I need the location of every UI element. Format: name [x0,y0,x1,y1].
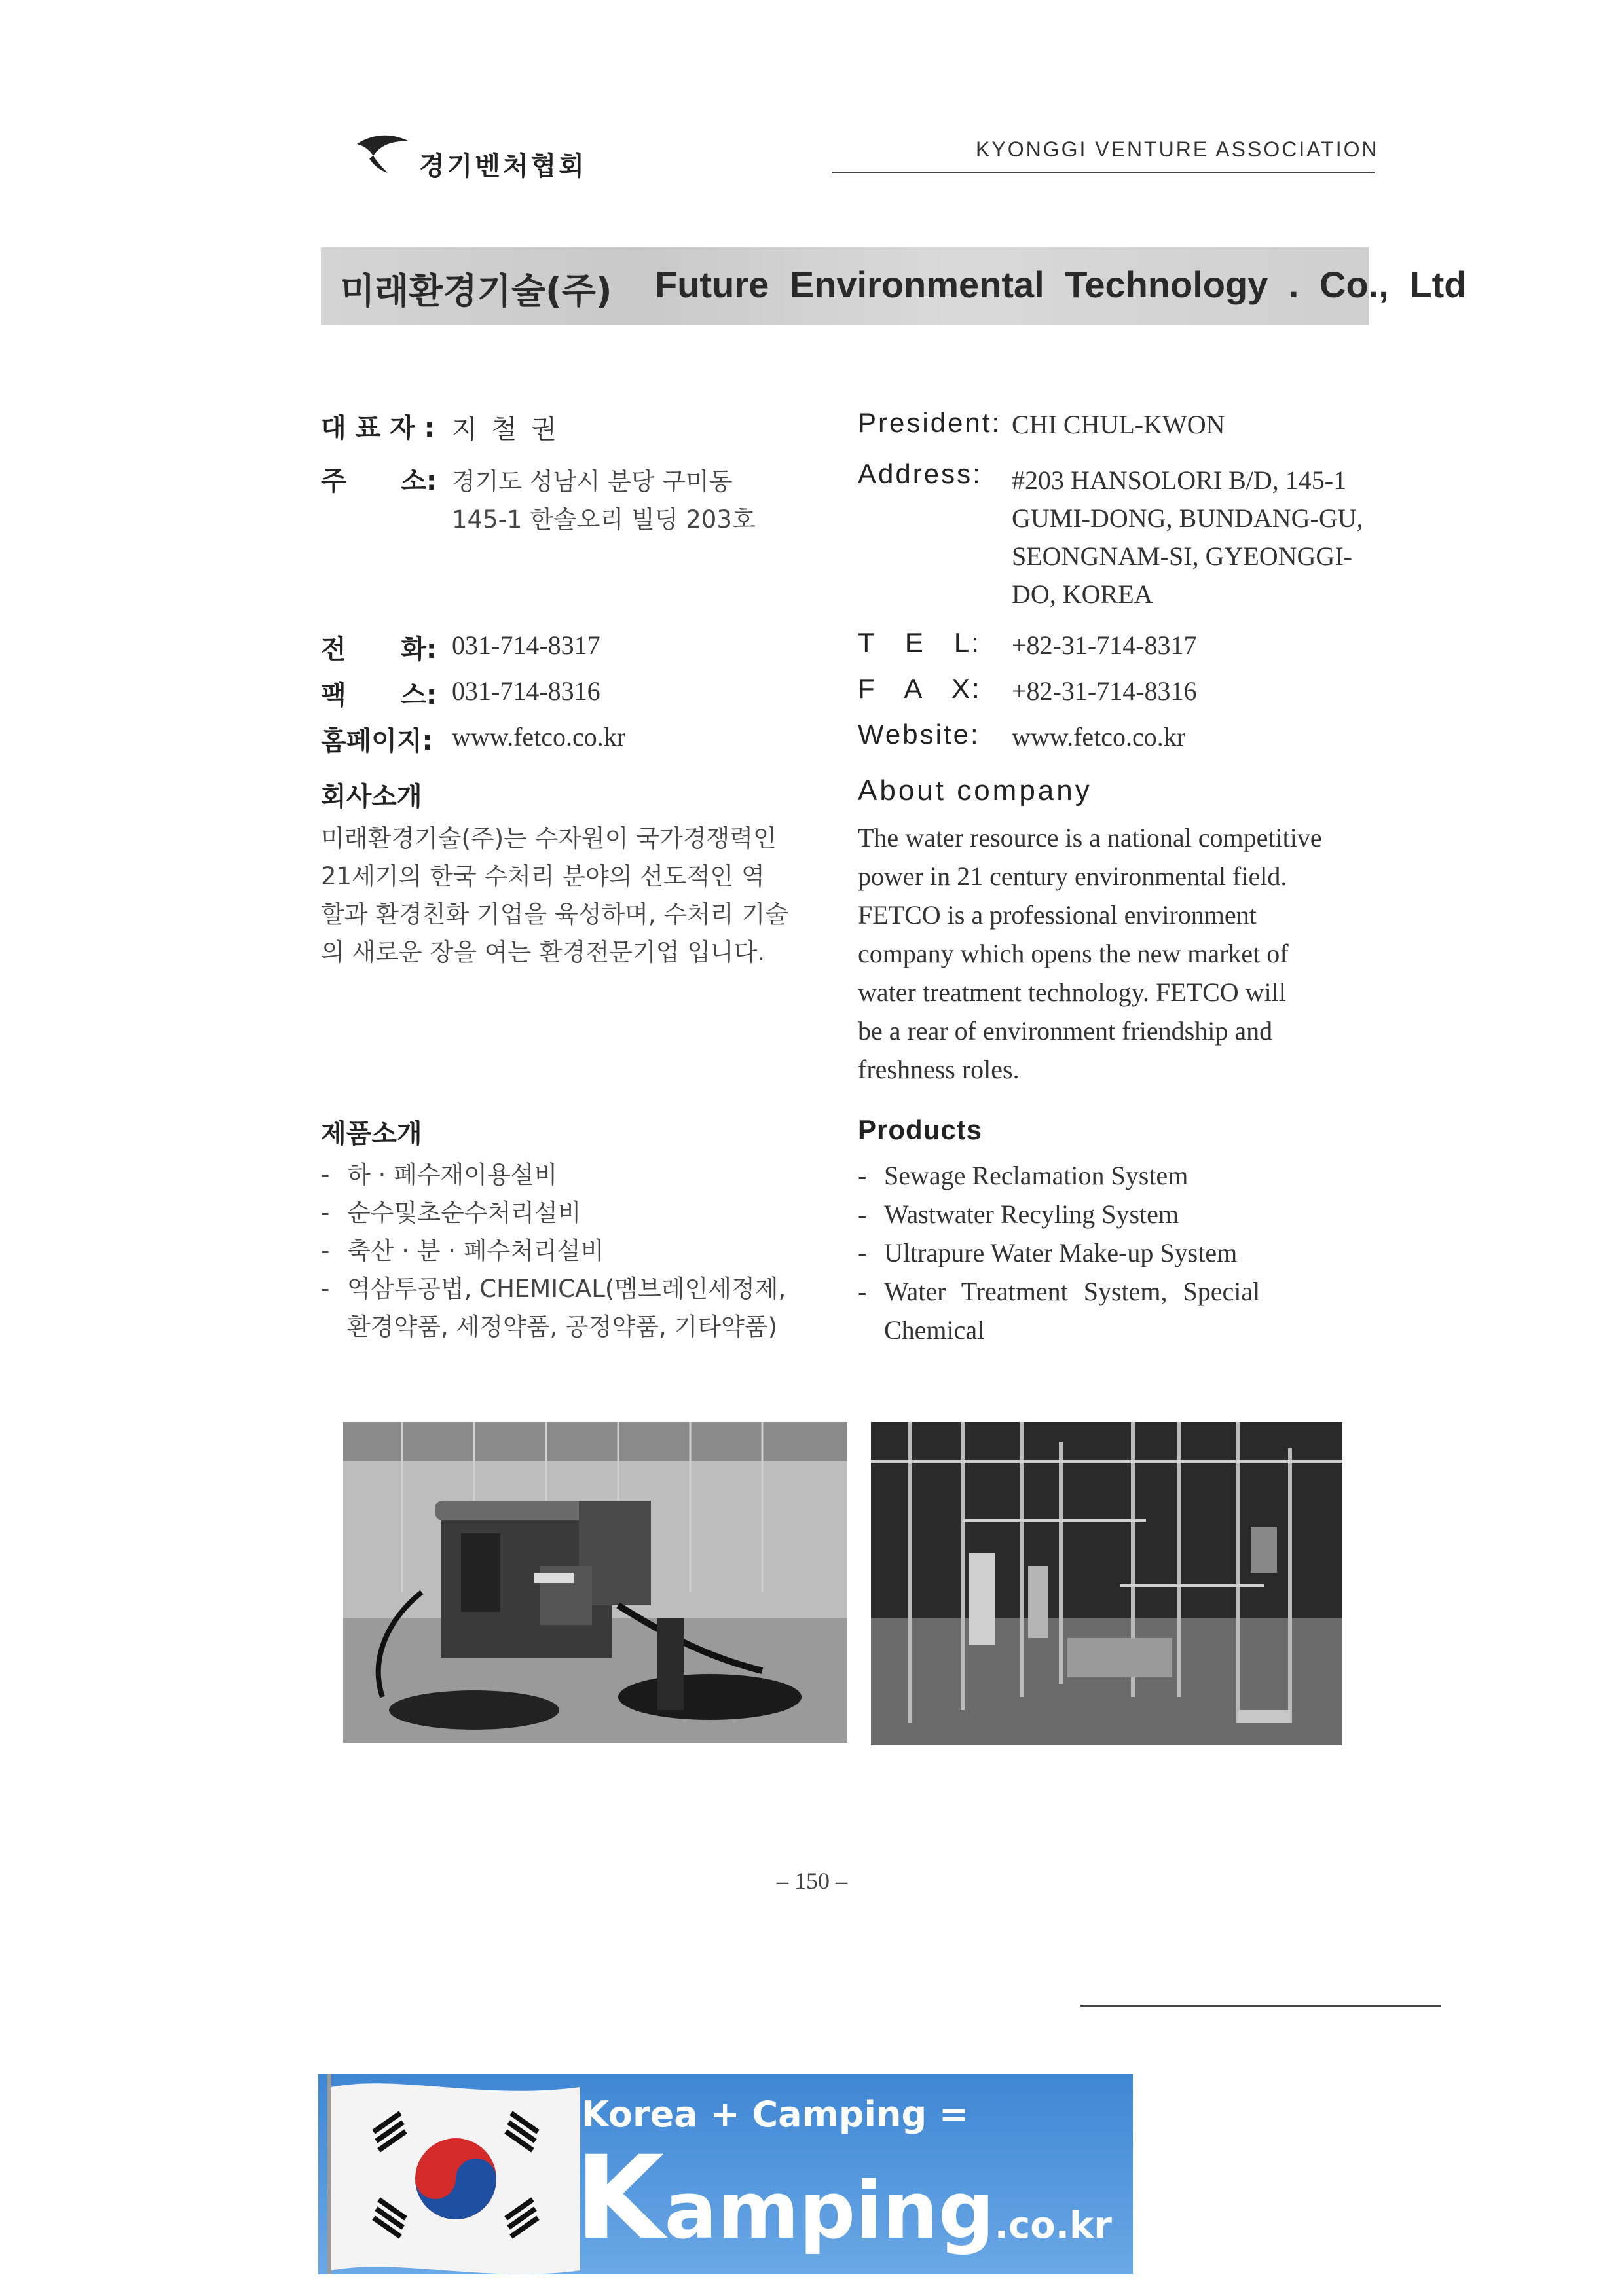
address-label-korean: 주 소: [321,466,437,496]
equipment-photo-right [871,1422,1342,1745]
association-logo-icon [354,130,413,175]
president-label-english: President: [858,407,1002,438]
list-item: - Wastwater Recyling System [858,1195,1369,1233]
about-line-english: The water resource is a national competitive [858,823,1322,852]
tel-value-korean: 031-714-8317 [452,630,600,660]
list-item-continuation: Chemical [884,1315,985,1345]
list-item: - Sewage Reclamation System [858,1156,1369,1195]
list-item: - 하 · 폐수재이용설비 [321,1156,845,1194]
about-heading-korean: 회사소개 [321,782,422,812]
association-name-english: KYONGGI VENTURE ASSOCIATION [976,137,1379,161]
fax-value-korean: 031-714-8316 [452,676,600,706]
fax-value-english: +82-31-714-8316 [1012,676,1197,706]
products-list-korean [321,1156,845,1346]
header-divider [832,172,1375,173]
list-item: - 역삼투공법, CHEMICAL(멤브레인세정제, [321,1270,845,1308]
page-number: – 150 – [777,1868,847,1894]
list-item: - 순수및초순수처리설비 [321,1194,845,1232]
list-item-continuation: 환경약품, 세정약품, 공정약품, 기타약품) [347,1313,777,1341]
about-line-english: freshness roles. [858,1055,1020,1084]
address-line-english: GUMI-DONG, BUNDANG-GU, [1012,503,1363,533]
about-line-english: FETCO is a professional environment [858,900,1257,930]
address-line-english: SEONGNAM-SI, GYEONGGI- [1012,541,1352,571]
address-line-english: DO, KOREA [1012,579,1153,609]
fax-label-korean: 팩 스: [321,680,437,710]
list-item: - 축산 · 분 · 폐수처리설비 [321,1232,845,1270]
about-line-english: power in 21 century environmental field. [858,862,1287,891]
company-name-english: Future Environmental Technology . Co., Ltd [655,264,1467,305]
about-line-korean: 미래환경기술(주)는 수자원이 국가경쟁력인 [321,824,777,852]
banner-headline: Korea + Camping = [581,2094,969,2135]
list-item: - Ultrapure Water Make-up System [858,1233,1369,1272]
homepage-label-korean: 홈페이지: [321,726,433,756]
kamping-banner[interactable] [318,2074,1133,2274]
products-heading-korean: 제품소개 [321,1119,422,1149]
tel-label-korean: 전 화: [321,634,437,665]
about-text-english [858,818,1363,1089]
about-line-korean: 의 새로운 장을 여는 환경전문기업 입니다. [321,938,766,966]
company-name-korean: 미래환경기술(주) [341,270,612,312]
equipment-photo-left [343,1422,847,1743]
tel-label-english: T E L: [858,627,981,658]
address-label-english: Address: [858,458,982,489]
address-line-english: #203 HANSOLORI B/D, 145-1 [1012,465,1347,495]
homepage-link-korean[interactable]: www.fetco.co.kr [452,722,626,752]
about-line-english: be a rear of environment friendship and [858,1016,1273,1046]
banner-brand-k: K [575,2131,665,2265]
president-value-english: CHI CHUL-KWON [1012,410,1225,439]
about-line-english: company which opens the new market of [858,939,1289,968]
website-label-english: Website: [858,719,980,750]
products-heading-english: Products [858,1114,983,1145]
address-line-2-korean: 145-1 한솔오리 빌딩 203호 [452,505,756,534]
website-link-english[interactable]: www.fetco.co.kr [1012,722,1186,752]
list-item: - Water Treatment System, Special [858,1272,1369,1311]
tel-value-english: +82-31-714-8317 [1012,630,1197,660]
banner-brand-rest: amping [664,2166,995,2257]
president-label-korean: 대 표 자 : [321,413,435,443]
about-line-english: water treatment technology. FETCO will [858,977,1286,1007]
association-name-korean: 경기벤처협회 [419,151,587,181]
about-line-korean: 할과 환경친화 기업을 육성하며, 수처리 기술 [321,900,788,928]
footer-divider [1080,2005,1441,2007]
about-line-korean: 21세기의 한국 수처리 분야의 선도적인 역 [321,862,765,890]
about-text-korean [321,820,832,972]
president-value-korean: 지 철 권 [452,414,561,444]
banner-brand-suffix: .co.kr [994,2204,1112,2247]
korean-flag-icon [318,2074,580,2274]
about-heading-english: About company [858,774,1092,807]
address-line-1-korean: 경기도 성남시 분당 구미동 [452,467,733,496]
fax-label-english: F A X: [858,673,982,704]
address-value-english [1012,462,1378,613]
banner-brand [575,2131,1112,2274]
products-list-english [858,1156,1369,1349]
